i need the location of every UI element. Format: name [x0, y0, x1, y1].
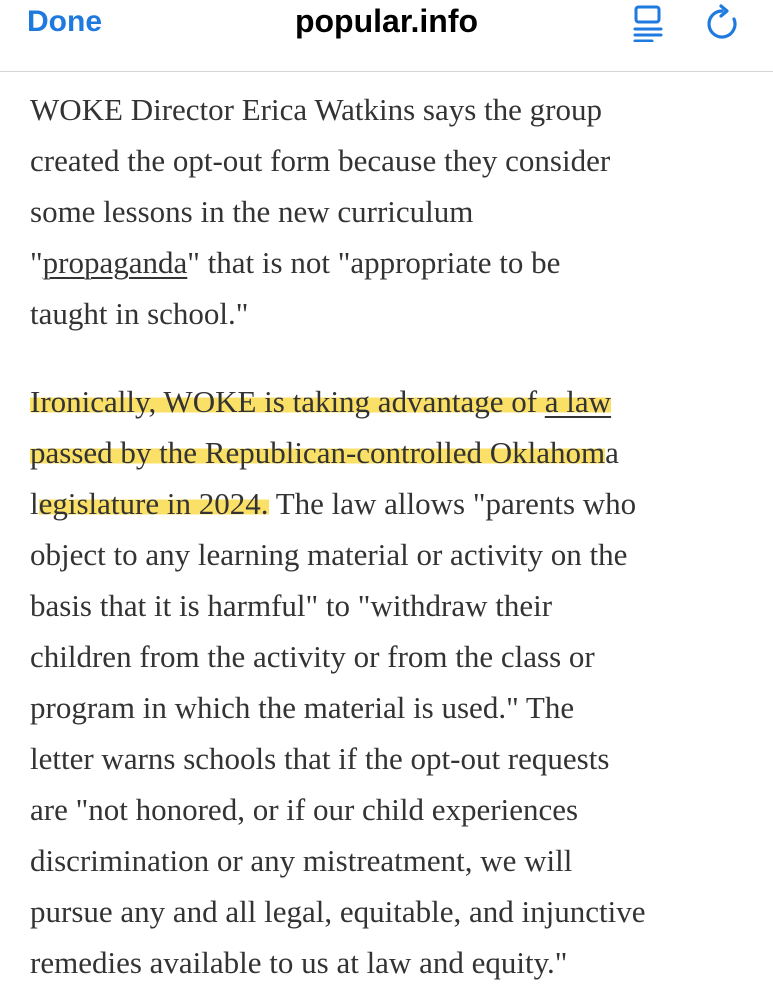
text-segment: The law allows "parents who	[268, 486, 637, 521]
text-line: remedies available to us at law and equity."	[30, 945, 568, 980]
highlighted-text: passed by the Republican-controlled Oklahom	[30, 435, 606, 470]
text-line	[30, 376, 750, 427]
reload-icon[interactable]	[703, 4, 741, 42]
done-button[interactable]: Done	[27, 5, 102, 38]
text-segment: a	[605, 435, 619, 470]
text-line: object to any learning material or activity on the	[30, 537, 628, 572]
text-line: pursue any and all legal, equitable, and injunctive	[30, 894, 646, 929]
a-law-link[interactable]: a law	[544, 384, 612, 419]
text-line: program in which the material is used." The	[30, 690, 575, 725]
propaganda-link[interactable]: propaganda	[42, 245, 188, 280]
text-line: some lessons in the new curriculum	[30, 194, 474, 229]
paragraph-2	[30, 376, 750, 988]
highlighted-text: egislature in 2024.	[38, 486, 269, 521]
article-body	[30, 84, 750, 988]
text-line	[30, 237, 750, 288]
text-line: letter warns schools that if the opt-out requests	[30, 741, 610, 776]
text-line: are "not honored, or if our child experiences	[30, 792, 579, 827]
text-segment: l	[30, 486, 39, 521]
reader-list-icon[interactable]	[630, 4, 666, 42]
text-line: taught in school."	[30, 296, 249, 331]
text-line: created the opt-out form because they consider	[30, 143, 611, 178]
paragraph-1	[30, 84, 750, 339]
text-segment: Ironically, WOKE is taking advantage of	[30, 384, 545, 419]
browser-toolbar	[0, 0, 773, 72]
site-title: popular.info	[294, 3, 479, 39]
highlighted-text	[30, 384, 611, 419]
text-line: children from the activity or from the class or	[30, 639, 595, 674]
text-line	[30, 478, 750, 529]
text-segment: " that is not "appropriate to be	[187, 245, 561, 280]
quote-open: "	[30, 245, 43, 280]
text-line: WOKE Director Erica Watkins says the group	[30, 92, 602, 127]
text-line: discrimination or any mistreatment, we will	[30, 843, 573, 878]
text-line: basis that it is harmful" to "withdraw their	[30, 588, 553, 623]
text-line	[30, 427, 750, 478]
